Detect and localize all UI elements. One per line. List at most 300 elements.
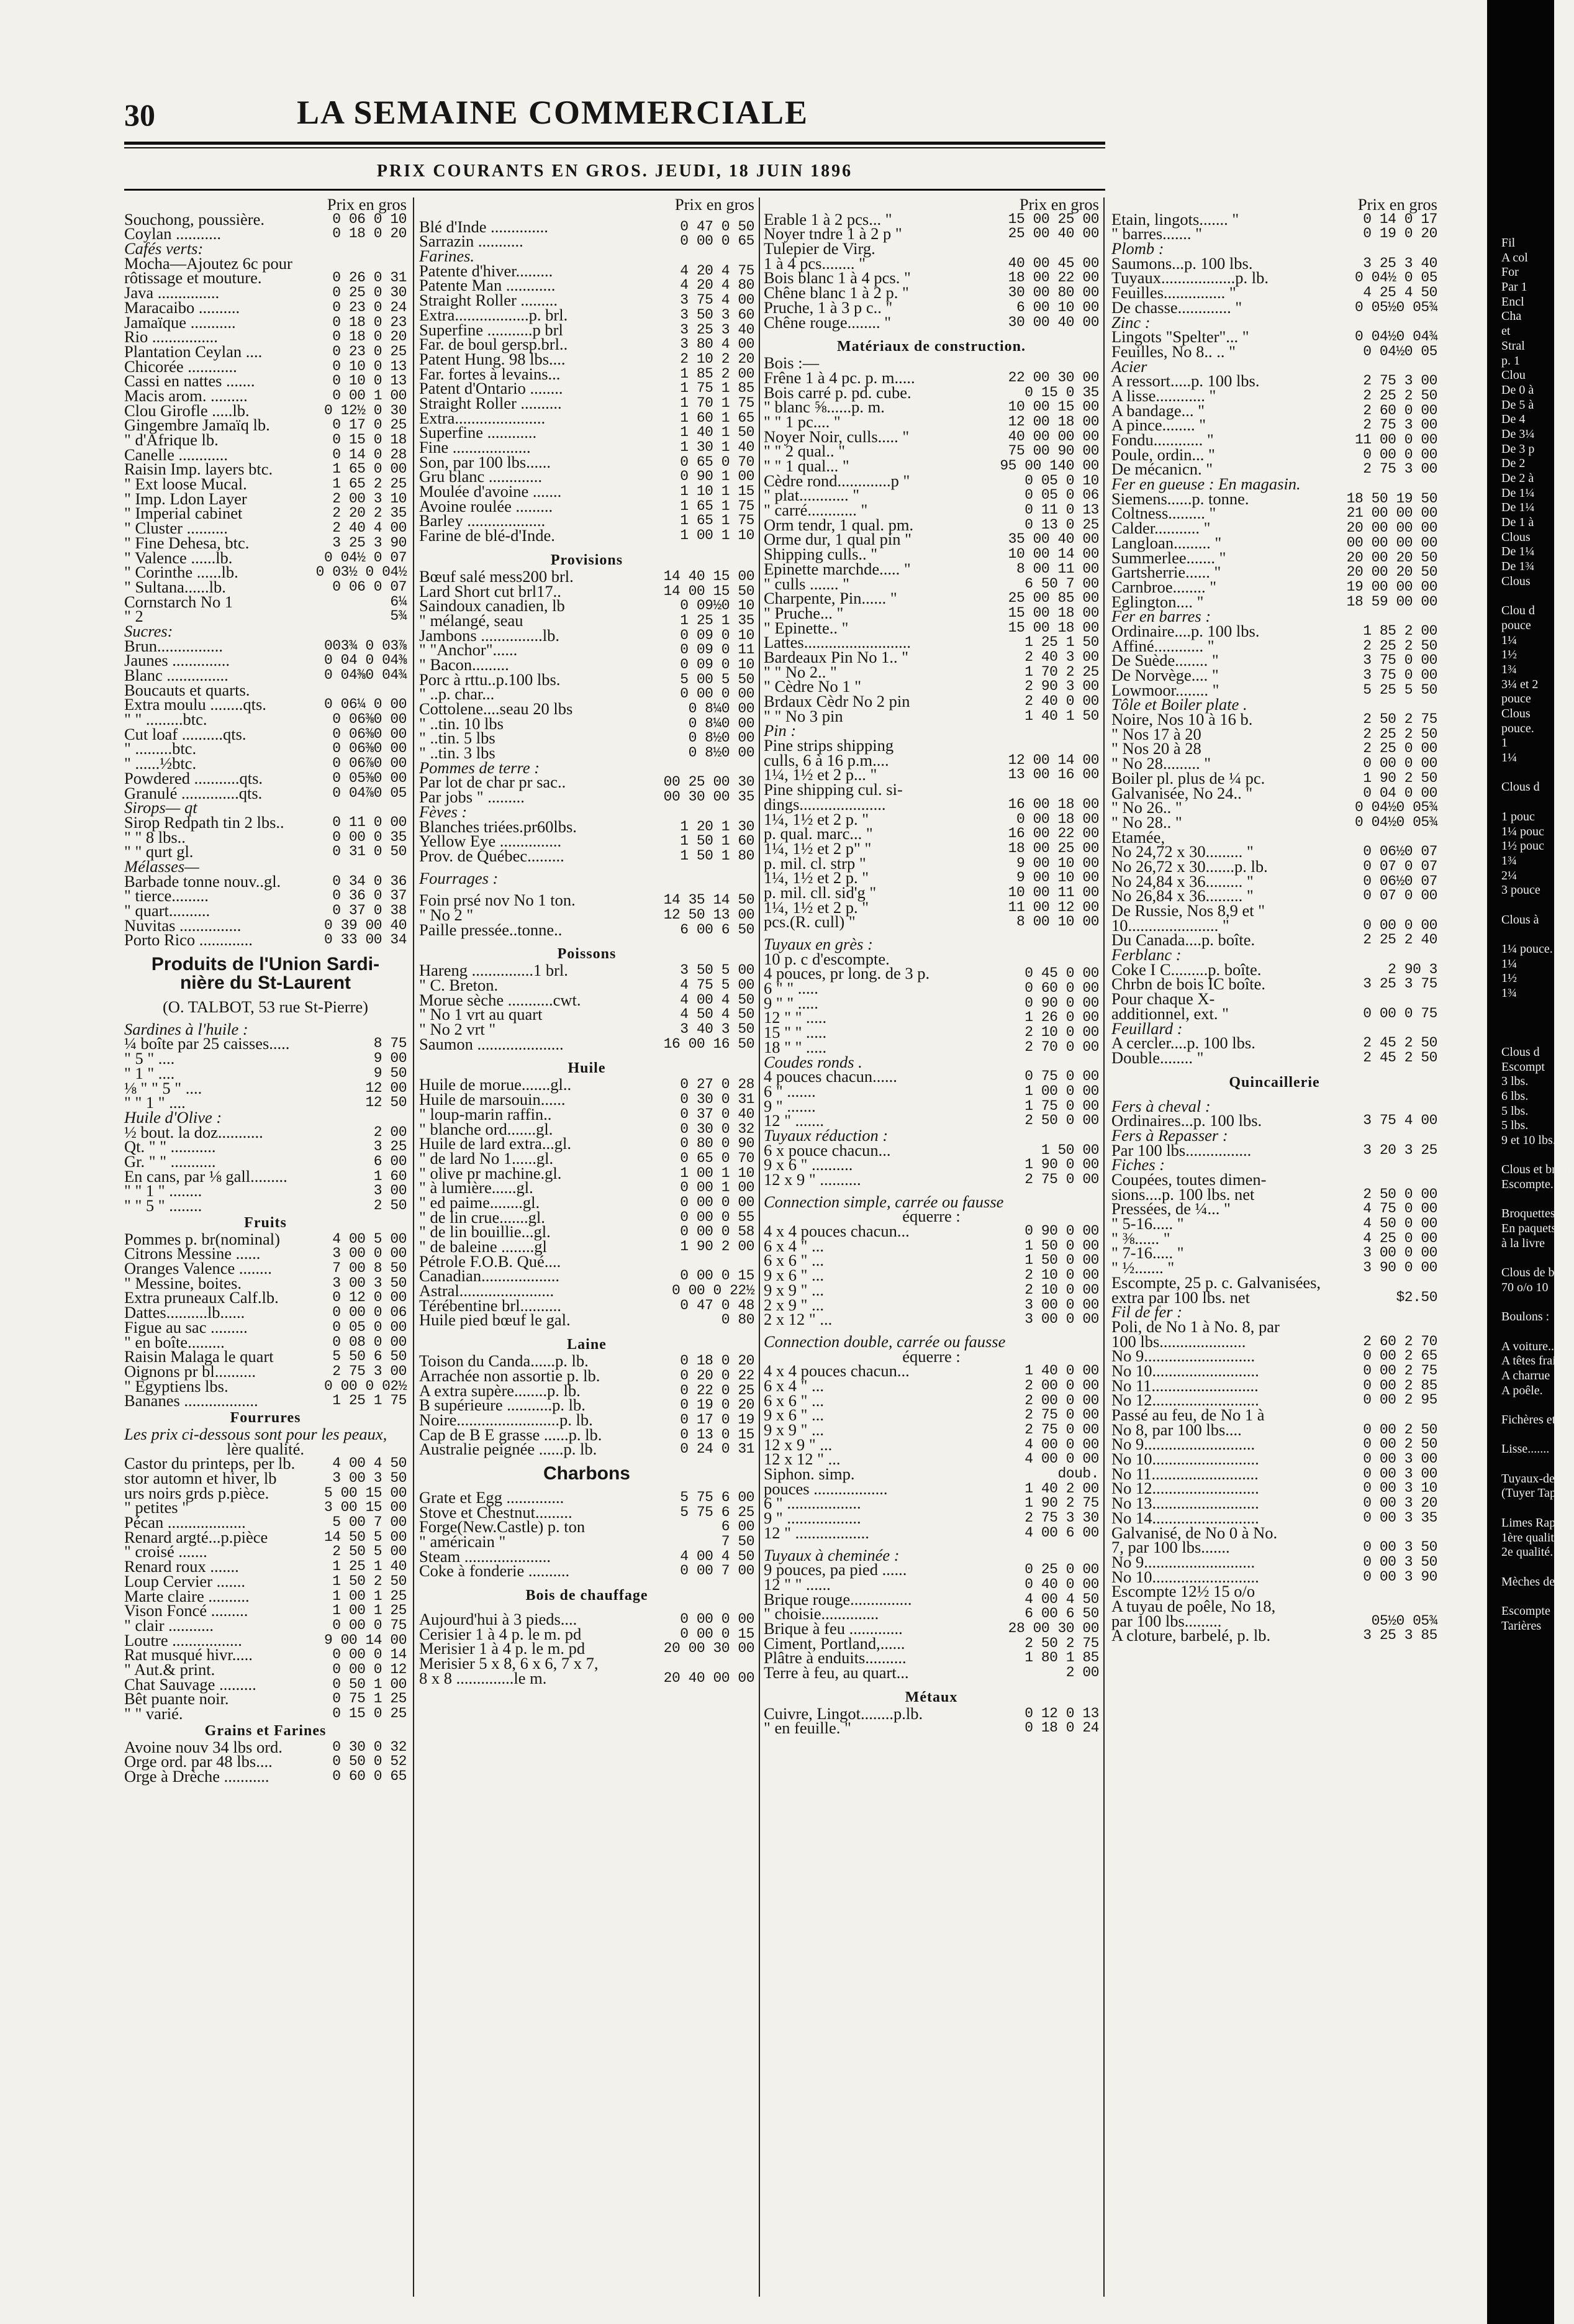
item-price: 2 75 3 00 <box>1363 461 1437 478</box>
item-price: 0 00 2 85 <box>1363 1377 1437 1394</box>
item-price: 9 50 <box>373 1064 407 1081</box>
item-price: 1 40 2 00 <box>1024 1480 1099 1497</box>
item-price: 0 08 0 00 <box>332 1333 407 1350</box>
fragment-line: De 5 à <box>1501 397 1534 412</box>
item-price: 0 75 1 25 <box>332 1691 407 1707</box>
sub-heading: Fer en gueuse : En magasin. <box>1111 474 1301 494</box>
item-label: Orge ord. par 48 lbs.... <box>124 1752 273 1771</box>
item-label: Bois carré p. pd. cube. <box>764 383 911 402</box>
item-price: 2 40 0 00 <box>1024 693 1099 709</box>
fragment-line: 1¼ <box>1501 633 1517 647</box>
item-price: $2.50 <box>1396 1289 1437 1305</box>
item-label: Coupées, toutes dimen- <box>1111 1170 1267 1189</box>
item-label: 6 x 4 " ... <box>764 1376 824 1395</box>
item-price: 1 90 0 00 <box>1024 1156 1099 1173</box>
fragment-line: Clous d <box>1501 1045 1540 1059</box>
section-title: nière du St-Laurent <box>179 973 351 994</box>
item-label: 9 " .................. <box>764 1509 861 1528</box>
item-price <box>1434 1526 1437 1541</box>
item-price: 0 15 0 25 <box>332 1705 407 1722</box>
item-label: A cloture, barbelé, p. lb. <box>1111 1626 1271 1645</box>
fragment-line: Escompte. <box>1501 1178 1554 1191</box>
item-price: 20 00 20 50 <box>1346 564 1437 581</box>
item-price: 0 25 0 30 <box>332 284 407 301</box>
item-price: 0 60 0 00 <box>1024 980 1099 997</box>
fragment-line: 2¼ <box>1501 868 1517 883</box>
fragment-line: pouce <box>1501 692 1531 706</box>
fragment-line: Mèches de Ta <box>1501 1574 1570 1589</box>
item-price: 0 00 0 35 <box>332 828 407 845</box>
item-label: Chicorée ............ <box>124 356 237 376</box>
fragment-line: Clous <box>1501 707 1531 720</box>
item-label: Terre à feu, au quart... <box>764 1663 909 1682</box>
item-label: Dattes..........lb...... <box>124 1303 245 1322</box>
item-price: 0 00 3 00 <box>1363 1465 1437 1482</box>
fragment-line <box>1501 898 1551 913</box>
sub-heading: Tôle et Boiler plate . <box>1111 695 1247 714</box>
item-price: 0 06⅜0 00 <box>332 725 407 742</box>
item-label: Far. fortes à levains... <box>419 364 561 383</box>
item-price: 0 00 0 00 <box>1363 917 1437 933</box>
item-price: 11 00 0 00 <box>1354 432 1437 448</box>
item-price: 0 11 0 00 <box>332 814 407 830</box>
item-label: " "Anchor"...... <box>419 640 518 660</box>
note-line: équerre : <box>902 1207 961 1226</box>
item-price: 0 31 0 50 <box>332 843 407 860</box>
section-heading: Grains et Farines <box>204 1722 327 1739</box>
fragment-line: 1¼ <box>1501 751 1517 765</box>
item-label: Rio ................ <box>124 327 218 347</box>
item-price: 0 00 7 00 <box>680 1563 754 1579</box>
item-price: 0 00 0 15 <box>680 1268 754 1284</box>
item-label: 1¼, 1½ et 2 p" " <box>764 838 872 858</box>
fragment-line: A charrue <box>1501 1368 1550 1382</box>
item-label: " de lin bouillie...gl. <box>419 1222 551 1241</box>
item-price: 0 80 <box>721 1312 754 1328</box>
item-price <box>403 256 407 271</box>
item-price: 0 04 0 04⅜ <box>323 652 407 669</box>
item-price: 0 00 2 95 <box>1363 1392 1437 1409</box>
item-label: 10...................... " <box>1111 915 1229 935</box>
fragment-line: 1 <box>1501 736 1508 750</box>
item-label: Pécan ................... <box>124 1513 246 1532</box>
item-label: 15 " " ..... <box>764 1023 827 1042</box>
item-price: 28 00 30 00 <box>1008 1620 1099 1636</box>
item-label: extra par 100 lbs. net <box>1111 1287 1250 1307</box>
item-label: 9 x 6 " .......... <box>764 1155 853 1174</box>
item-label: " ½....... " <box>1111 1258 1175 1278</box>
item-price: 0 12 0 00 <box>332 1289 407 1306</box>
item-label: Noire.........................p. lb. <box>419 1410 593 1429</box>
item-label: 2 x 12 " ... <box>764 1310 833 1329</box>
item-label: Coltness......... " <box>1111 504 1216 523</box>
item-price: 1 20 1 30 <box>680 818 754 835</box>
item-price: 30 00 40 00 <box>1008 314 1099 330</box>
item-label: Feuilles............... " <box>1111 283 1236 302</box>
item-label: Cap de B E grasse ......p. lb. <box>419 1425 602 1444</box>
fragment-line: p. 1 <box>1501 353 1520 368</box>
item-price: 1 50 1 80 <box>680 847 754 864</box>
item-price: 20 00 00 00 <box>1346 520 1437 537</box>
item-label: " " 8 lbs.. <box>124 827 186 847</box>
item-price: 1 25 1 50 <box>1024 634 1099 651</box>
item-label: " américain " <box>419 1532 506 1551</box>
sub-heading: Fèves : <box>419 802 468 821</box>
item-label: Coylan ........... <box>124 224 222 243</box>
item-label: Lard Short cut brl17.. <box>419 581 561 601</box>
item-label: dings..................... <box>764 794 886 814</box>
fragment-line: A col <box>1501 250 1528 265</box>
item-label: urs noirs grds p.pièce. <box>124 1483 269 1502</box>
item-price: 1 65 2 25 <box>332 476 407 492</box>
item-label: Escompte 12½ 15 o/o <box>1111 1582 1255 1601</box>
item-label: stor automn et hiver, lb <box>124 1469 277 1487</box>
item-price: 18 00 25 00 <box>1008 840 1099 856</box>
item-price: 1 00 1 10 <box>680 527 754 544</box>
item-label: " clair ........... <box>124 1615 214 1635</box>
item-price: 0 04½0 04¾ <box>1354 329 1437 345</box>
sub-heading: Coudes ronds . <box>764 1052 862 1071</box>
item-label: Chat Sauvage ......... <box>124 1674 256 1694</box>
item-price: 3 00 <box>373 1182 407 1199</box>
item-price: 3 75 0 00 <box>1363 667 1437 683</box>
item-label: Langloan......... " <box>1111 533 1222 552</box>
item-label: Superfine ...........p brl <box>419 320 563 339</box>
item-label: Macis arom. ......... <box>124 386 248 405</box>
item-price: 2 75 3 30 <box>1024 1510 1099 1527</box>
item-price: 2 75 3 00 <box>1363 417 1437 433</box>
fragment-line: 1 pouc <box>1501 809 1535 824</box>
item-price: 0 50 1 00 <box>332 1676 407 1692</box>
item-price: 4 00 4 50 <box>680 991 754 1008</box>
item-label: Yellow Eye ............... <box>419 832 562 851</box>
item-label: " Cèdre No 1 " <box>764 677 862 696</box>
item-price: 95 00 140 00 <box>1000 458 1099 474</box>
fragment-line: De 1¼ <box>1501 501 1535 515</box>
item-label: Superfine ............ <box>419 423 537 442</box>
item-label: Passé au feu, de No 1 à <box>1111 1405 1265 1424</box>
item-price: 3 75 4 00 <box>1363 1112 1437 1129</box>
item-label: 1 à 4 pcs........ " <box>764 253 866 273</box>
item-label: Farine de blé-d'Inde. <box>419 526 555 545</box>
item-label: De Russie, Nos 8,9 et " <box>1111 901 1265 920</box>
fragment-line: 1½ pouc <box>1501 839 1544 853</box>
fragment-line <box>1501 1015 1551 1030</box>
column-divider <box>1103 197 1105 2297</box>
item-label: Mocha—Ajoutez 6c pour <box>124 253 292 273</box>
item-price: 2 90 3 <box>1388 961 1437 978</box>
item-price: 0 18 0 24 <box>1024 1720 1099 1736</box>
item-label: 6 x 4 " ... <box>764 1236 824 1255</box>
item-label: A tuyau de poêle, No 18, <box>1111 1596 1276 1615</box>
item-price: 1 90 2 00 <box>680 1238 754 1255</box>
item-label: Noyer Noir, culls..... " <box>764 427 910 446</box>
fragment-line: Limes Rapes <box>1501 1515 1566 1530</box>
fragment-line <box>1501 1251 1551 1266</box>
item-label: Renard roux ....... <box>124 1557 239 1576</box>
item-price <box>751 1656 754 1671</box>
item-label: Far. de boul gersp.brl.. <box>419 335 568 354</box>
item-label: " blanc ⅝......p. m. <box>764 397 885 417</box>
sub-heading: Sirops— qt <box>124 798 197 817</box>
fragment-line: 1¾ <box>1501 662 1517 676</box>
item-label: Jamaïque ........... <box>124 312 236 332</box>
item-label: 12 " ....... <box>764 1111 824 1130</box>
item-label: Affiné............ " <box>1111 636 1214 655</box>
item-price: 0 00 0 75 <box>332 1617 407 1633</box>
price-row <box>764 312 1099 332</box>
fragment-line: 1¾ <box>1501 986 1517 1001</box>
item-label: Chêne blanc 1 à 2 p. " <box>764 283 909 302</box>
item-price: 0 07 0 07 <box>1363 858 1437 874</box>
item-price: 3 90 0 00 <box>1363 1260 1437 1276</box>
item-price: 0 00 1 00 <box>680 1179 754 1196</box>
fragment-line: Clous d <box>1501 780 1540 794</box>
masthead-rule-thin <box>124 147 1105 148</box>
item-label: Pétrole F.O.B. Qué.... <box>419 1251 561 1271</box>
item-label: " en feuille. " <box>764 1718 851 1738</box>
item-label: Australie peignée ......p. lb. <box>419 1440 597 1459</box>
item-price: 6 00 6 50 <box>1024 1605 1099 1622</box>
item-price: 0 33 00 34 <box>323 932 407 948</box>
item-label: Figue au sac ......... <box>124 1317 248 1337</box>
item-price: 4 00 5 00 <box>332 1230 407 1247</box>
item-price: 16 00 16 50 <box>663 1035 754 1052</box>
item-label: " " varié. <box>124 1704 183 1723</box>
item-label: Galvanisée, No 24.. " <box>1111 783 1253 802</box>
item-price: 14 40 15 00 <box>663 568 754 584</box>
price-header: Prix en gros <box>327 195 407 214</box>
item-label: " ed paime........gl. <box>419 1192 540 1212</box>
item-label: " " No 3 pin <box>764 706 843 725</box>
item-label: Marte claire .......... <box>124 1586 250 1605</box>
item-label: Straight Roller ......... <box>419 291 558 310</box>
item-label: 4 pouces chacun...... <box>764 1067 897 1086</box>
item-label: 9 x 9 " ... <box>764 1280 824 1299</box>
item-label: Orm tendr, 1 qual. pm. <box>764 515 914 534</box>
fragment-line <box>1501 1428 1551 1443</box>
sub-heading: Mélasses— <box>124 856 199 876</box>
fragment-line: 1¼ pouc <box>1501 824 1544 838</box>
item-price: 19 00 00 00 <box>1346 578 1437 595</box>
item-label: rôtissage et mouture. <box>124 268 262 288</box>
item-label: Noyer tndre 1 à 2 p " <box>764 224 902 243</box>
fragment-line: De 2 <box>1501 456 1526 471</box>
item-label: " No 1 vrt au quart <box>419 1005 543 1024</box>
item-label: Epinette marchde..... " <box>764 559 911 578</box>
item-price: doub. <box>1057 1466 1099 1482</box>
item-price: 16 00 18 00 <box>1008 796 1099 812</box>
fragment-line: 9 et 10 lbs. <box>1501 1133 1556 1147</box>
item-price: 0 00 0 15 <box>680 1625 754 1642</box>
item-label: Extra pruneaux Calf.lb. <box>124 1288 279 1307</box>
section-heading: Poissons <box>557 946 617 963</box>
sub-heading: Tuyaux en grès : <box>764 935 873 953</box>
item-label: " ⅜...... " <box>1111 1228 1170 1248</box>
price-row <box>764 1170 1099 1189</box>
fragment-line <box>1501 927 1551 942</box>
item-label: " Epinette.. " <box>764 618 849 637</box>
price-row <box>124 1769 407 1784</box>
fragment-line: Clous <box>1501 574 1531 588</box>
item-price: 0 15 0 18 <box>332 432 407 448</box>
item-price: 2 50 0 00 <box>1363 1186 1437 1202</box>
item-price: 0 04½ 0 05 <box>1354 270 1437 286</box>
item-label: Brun................ <box>124 636 223 655</box>
item-price: 2 50 0 00 <box>1024 1112 1099 1129</box>
price-list-subtitle: PRIX COURANTS EN GROS. JEUDI, 18 JUIN 1896 <box>376 161 853 181</box>
fragment-line: Clous de broq <box>1501 1266 1572 1280</box>
item-price: 20 40 00 00 <box>663 1669 754 1686</box>
item-price: 1 65 0 00 <box>332 461 407 478</box>
item-price: 0 90 0 00 <box>1024 994 1099 1011</box>
item-price: 1 60 <box>373 1168 407 1184</box>
fragment-line: Clous <box>1501 530 1531 544</box>
item-price: 14 50 5 00 <box>323 1528 407 1545</box>
item-price: 6 00 <box>721 1518 754 1535</box>
item-label: " Fine Dehesa, btc. <box>124 533 250 552</box>
item-label: Raisin Malaga le quart <box>124 1347 274 1366</box>
item-label: " croisé ....... <box>124 1542 207 1561</box>
item-price: 0 05⅜0 00 <box>332 769 407 786</box>
fragment-line: A poêle. <box>1501 1383 1543 1397</box>
item-label: " quart.......... <box>124 901 210 920</box>
item-label: Patent d'Ontario ........ <box>419 379 563 398</box>
item-price: 1 25 1 75 <box>332 1392 407 1409</box>
item-price: 3 80 4 00 <box>680 336 754 353</box>
item-price <box>1434 1408 1437 1423</box>
item-label: " " No 2.. " <box>764 662 837 681</box>
item-price: 0 00 3 00 <box>1363 1451 1437 1468</box>
fragment-line: 1½ <box>1501 971 1517 986</box>
item-label: " ..tin. 10 lbs <box>419 714 504 733</box>
item-label: p. mil. cl. strp " <box>764 853 866 873</box>
item-price: 15 00 25 00 <box>1008 211 1099 227</box>
price-column-4 <box>1111 197 1437 2297</box>
item-price: 10 00 11 00 <box>1008 884 1099 901</box>
item-label: " No 28......... " <box>1111 754 1211 773</box>
item-price: 2 45 2 50 <box>1363 1035 1437 1051</box>
item-label: " en boîte......... <box>124 1332 225 1351</box>
item-label: Cèdre rond.............p " <box>764 471 910 490</box>
item-price: 3 75 0 00 <box>1363 652 1437 669</box>
item-price: 6 00 10 00 <box>1016 299 1099 315</box>
sub-heading: Zinc : <box>1111 312 1151 332</box>
item-price: 1 90 2 75 <box>1024 1495 1099 1512</box>
item-label: Fine ................... <box>419 438 531 456</box>
item-price: 2 00 3 10 <box>332 490 407 507</box>
item-price: 0 00 0 00 <box>1363 446 1437 463</box>
item-price: 12 00 14 00 <box>1008 751 1099 768</box>
item-price: 12 50 13 00 <box>663 906 754 923</box>
item-price: 2 00 <box>373 1123 407 1140</box>
item-label: 7, par 100 lbs....... <box>1111 1538 1230 1557</box>
item-label: Coke à fonderie .......... <box>419 1561 570 1581</box>
item-label: " " 2 qual.. " <box>764 442 846 461</box>
item-price: 3 75 4 00 <box>680 292 754 309</box>
fragment-line: Par 1 <box>1501 280 1527 294</box>
item-price: 0 06⅜0 00 <box>332 711 407 728</box>
item-price: 3 40 3 50 <box>680 1021 754 1038</box>
item-label: Moulée d'avoine ....... <box>419 482 562 501</box>
item-label: Prov. de Québec......... <box>419 846 564 865</box>
item-price: 0 30 0 31 <box>680 1091 754 1108</box>
item-label: Bois :— <box>764 353 820 373</box>
item-label: Saindoux canadien, lb <box>419 596 565 615</box>
item-label: 4 pouces, pr long. de 3 p. <box>764 964 930 983</box>
item-price: 0 04½0 05 <box>1363 343 1437 360</box>
item-price: 4 00 0 00 <box>1024 1436 1099 1453</box>
item-label: " ..tin. 3 lbs <box>419 743 495 763</box>
item-price: 40 00 45 00 <box>1008 255 1099 271</box>
item-label: 9 x 6 " ... <box>764 1266 824 1285</box>
item-label: Fondu............ " <box>1111 430 1214 449</box>
price-header: Prix en gros <box>1019 195 1099 214</box>
next-page-fragments <box>1501 236 1574 1633</box>
item-label: " " qurt gl. <box>124 842 194 861</box>
fragment-line: Tuyaux-de-me <box>1501 1471 1574 1486</box>
item-label: Avoine nouv 34 lbs ord. <box>124 1737 283 1756</box>
item-label: Summerlee....... " <box>1111 548 1226 567</box>
item-price: 0 18 0 20 <box>332 225 407 242</box>
item-price: 18 50 19 50 <box>1346 490 1437 507</box>
page-number: 30 <box>124 98 155 132</box>
item-label: Bananes .................. <box>124 1391 258 1410</box>
item-label: Siphon. simp. <box>764 1464 855 1484</box>
item-price: 2 50 2 75 <box>1363 711 1437 728</box>
item-price: 0 22 0 25 <box>680 1382 754 1399</box>
item-price: 3 25 3 90 <box>332 534 407 551</box>
item-label: " d'Afrique lb. <box>124 430 219 449</box>
item-label: Blé d'Inde .............. <box>419 217 548 236</box>
item-price: 0 8¼0 00 <box>688 715 754 732</box>
item-label: Bois blanc 1 à 4 pcs. " <box>764 268 911 288</box>
item-price: 0 00 0 00 <box>680 1194 754 1210</box>
price-row <box>1111 297 1437 317</box>
item-price: 3 50 5 00 <box>680 962 754 979</box>
item-price: 0 40 0 00 <box>1024 1576 1099 1592</box>
item-price: 2 40 4 00 <box>332 520 407 537</box>
item-price: 2 70 0 00 <box>1024 1038 1099 1055</box>
item-price <box>1095 738 1099 753</box>
item-price: 0 00 3 10 <box>1363 1480 1437 1497</box>
item-price: 0 90 0 00 <box>1024 1223 1099 1240</box>
item-price: 0 15 0 35 <box>1024 384 1099 401</box>
item-price: 4 00 4 50 <box>680 1548 754 1564</box>
item-price: 0 47 0 50 <box>680 218 754 235</box>
fragment-line: En paquets <box>1501 1222 1557 1236</box>
item-price: 2 40 3 00 <box>1024 648 1099 665</box>
price-row <box>419 1561 754 1581</box>
item-label: Oignons pr bl.......... <box>124 1361 256 1381</box>
item-price: 0 07 0 00 <box>1363 887 1437 904</box>
item-price: 2 45 2 50 <box>1363 1049 1437 1066</box>
item-label: Lattes.......................... <box>764 633 911 652</box>
item-label: 4 x 4 pouces chacun... <box>764 1361 910 1381</box>
item-label: Jambons ...............lb. <box>419 625 559 645</box>
item-price: 18 00 22 00 <box>1008 270 1099 286</box>
fragment-line: De 3 p <box>1501 442 1535 456</box>
item-price: 3 20 3 25 <box>1363 1142 1437 1158</box>
item-label: Lingots "Spelter"... " <box>1111 327 1249 347</box>
fragment-line: 1¼ <box>1501 956 1517 971</box>
item-label: 9 x 9 " ... <box>764 1420 824 1439</box>
item-price: 75 00 90 00 <box>1008 443 1099 460</box>
fragment-line: 5 lbs. <box>1501 1119 1529 1133</box>
item-price: 0 00 0 58 <box>680 1223 754 1240</box>
item-label: " 7-16..... " <box>1111 1243 1184 1263</box>
item-label: " Imp. Ldon Layer <box>124 489 247 508</box>
